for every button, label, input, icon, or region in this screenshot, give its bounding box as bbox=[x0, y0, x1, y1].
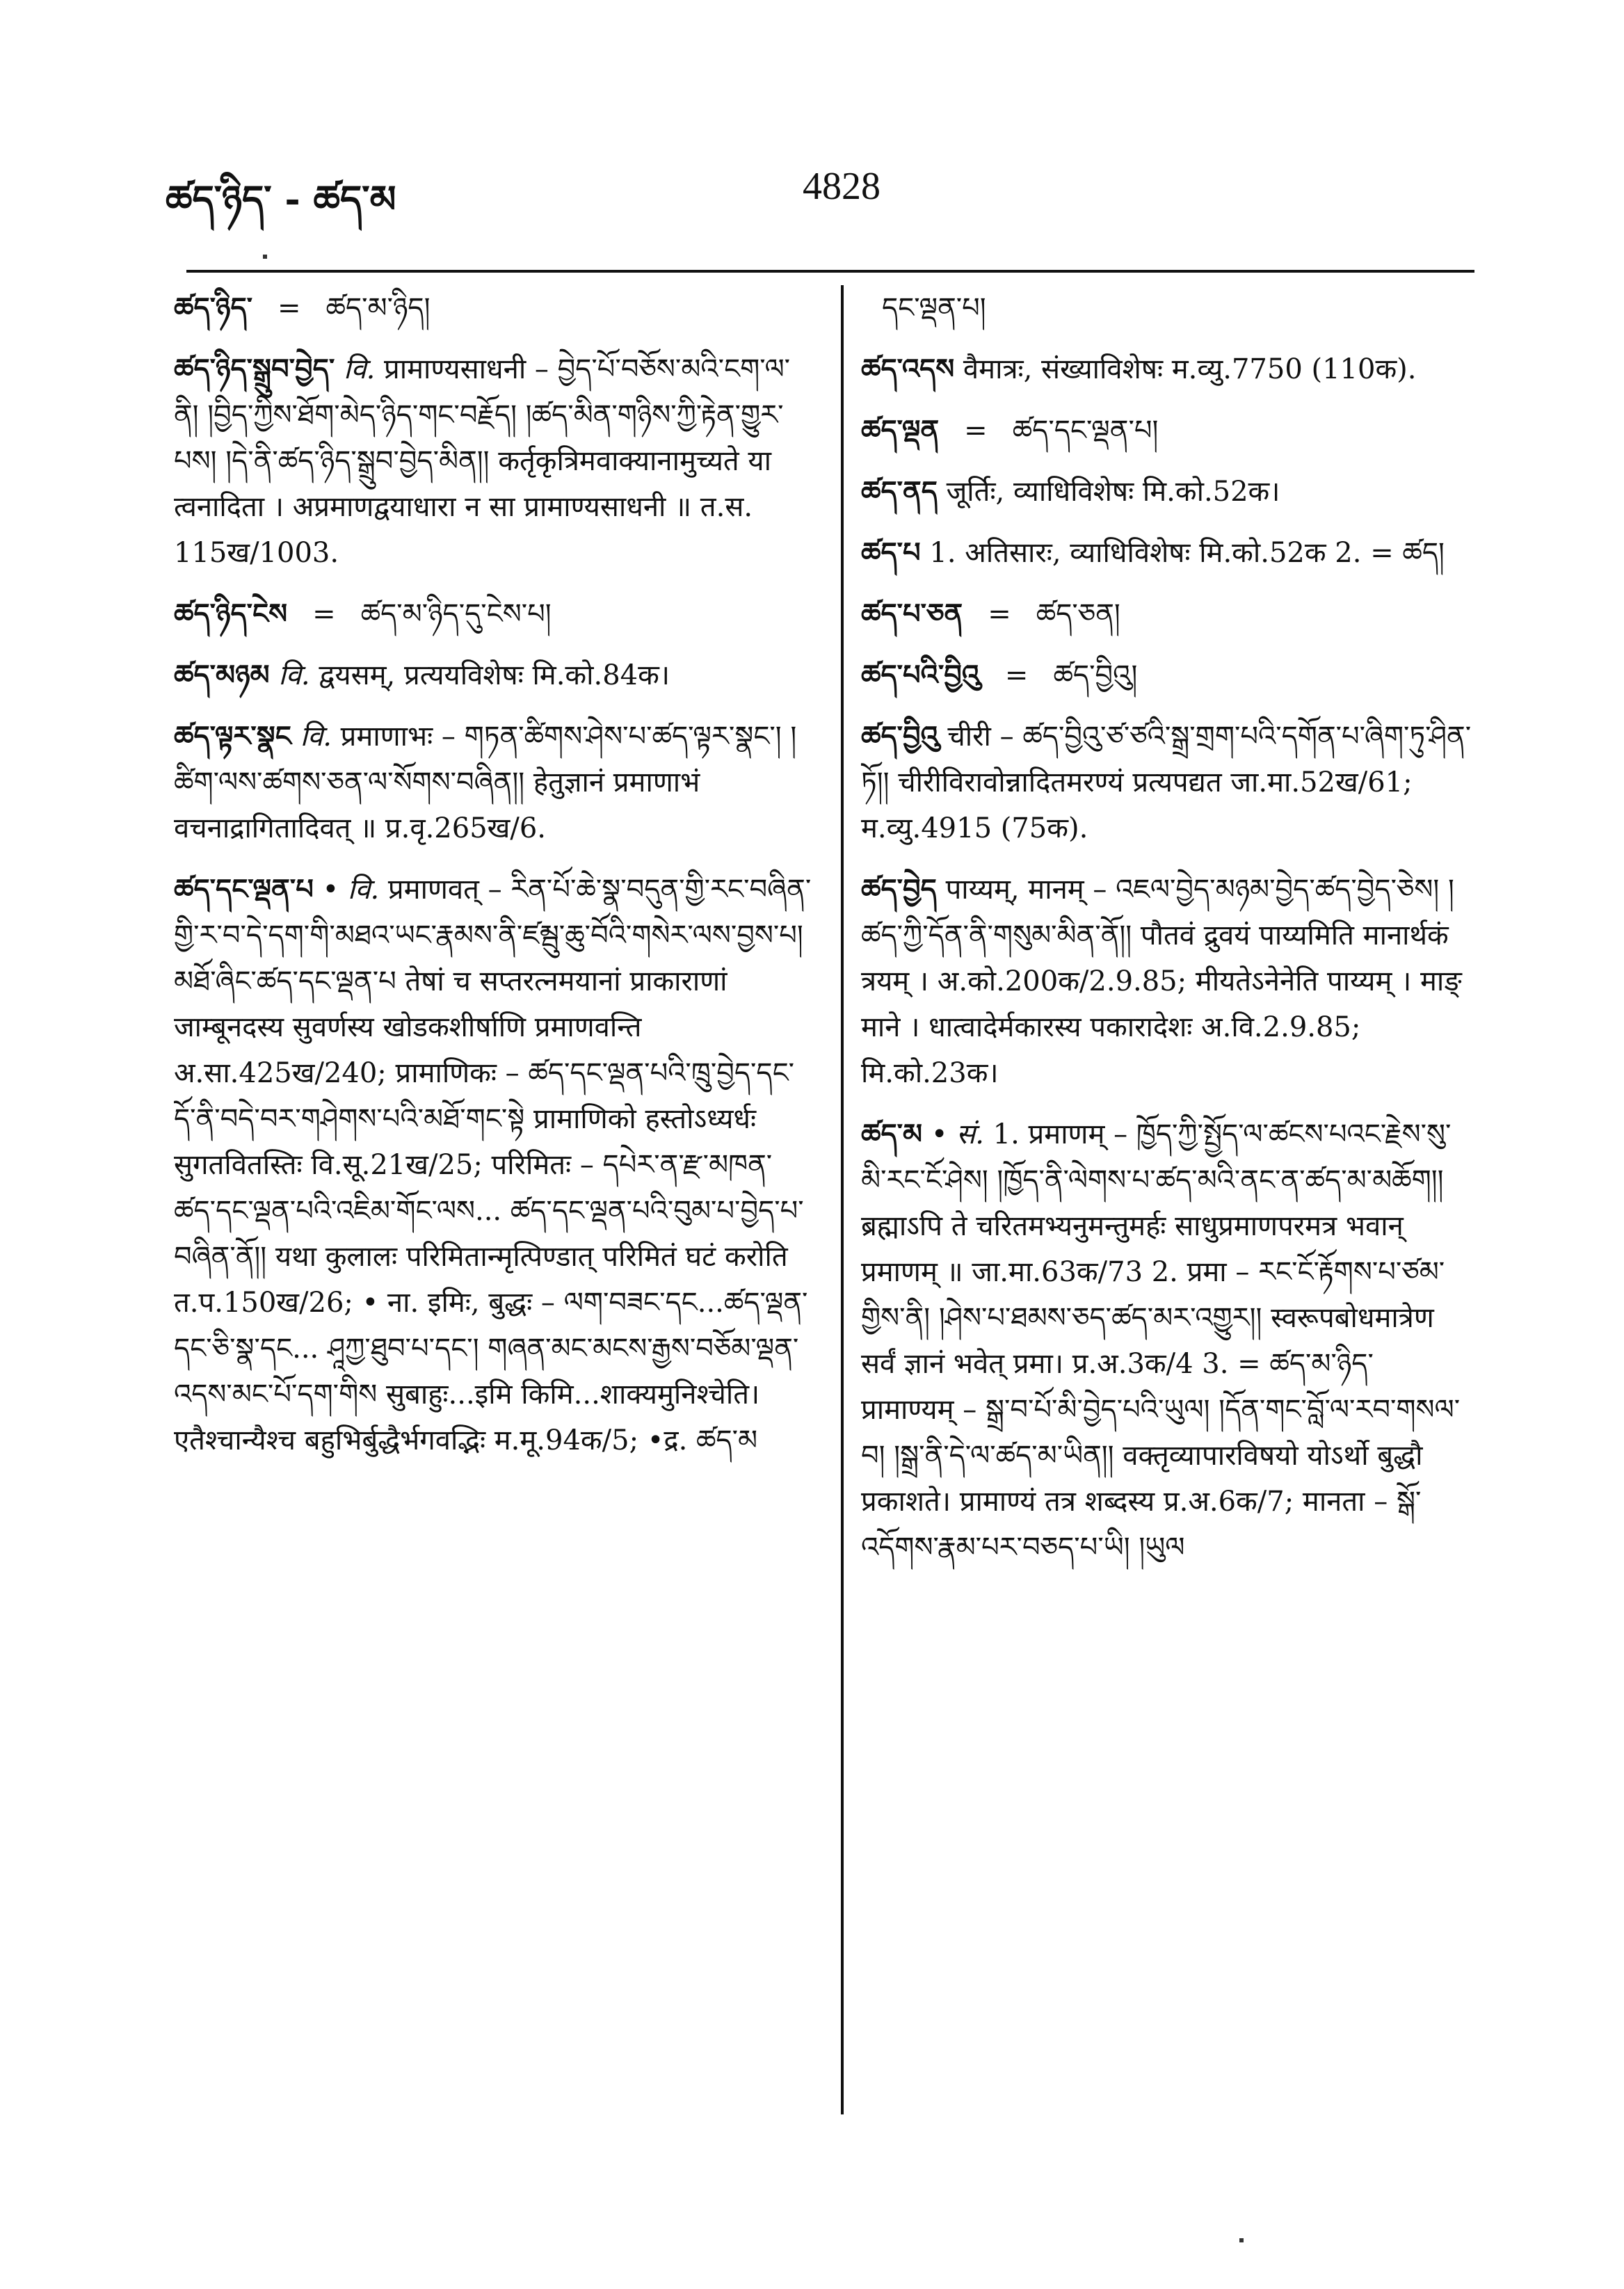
headword: ཚད་དང་ལྡན་པ bbox=[174, 873, 314, 906]
grammar-label: • वि. bbox=[322, 874, 380, 906]
grammar-label: वि. bbox=[278, 659, 310, 691]
scan-speck bbox=[1239, 2238, 1244, 2242]
headword: ཚད་པ་ཅན bbox=[861, 597, 963, 630]
dictionary-entry bbox=[861, 1111, 1473, 1571]
entry-definition: ཚད་མ་ཉིད་དུ་ངེས་པ། bbox=[360, 598, 552, 630]
dictionary-entry bbox=[174, 346, 814, 576]
dictionary-entry bbox=[861, 530, 1473, 576]
continuation-text: དང་ལྡན་པ། bbox=[882, 292, 986, 324]
headword: ཚད་ནད bbox=[861, 475, 938, 508]
header-rule bbox=[186, 270, 1474, 273]
running-head: ཚད་ཉིད་ - ཚད་མ bbox=[166, 177, 396, 221]
headword: ཚད་འདས bbox=[861, 353, 955, 385]
entry-definition: वैमात्रः, संख्याविशेषः म.व्यु.7750 (110क). bbox=[963, 353, 1417, 385]
dictionary-entry bbox=[174, 591, 814, 637]
dictionary-entry bbox=[174, 867, 814, 1463]
headword: ཚད་བྱིའུ bbox=[861, 720, 939, 753]
dictionary-entry bbox=[174, 714, 814, 851]
headword: ཚད་པ bbox=[861, 536, 921, 569]
entry-definition: प्रमाणाभः – གཏན་ཚིགས་ཤེས་པ་ཚད་ལྟར་སྣང་། །ཚིག་ལས་ཚགས་ཅན་ལ་སོགས་བཞིན།། हेतुज्ञानं प्रमाणाभं वचनाद्रागितादिवत् ॥ प्र.वृ.265ख/6. bbox=[174, 721, 797, 844]
headword: ཚད་ལྟར་སྣང bbox=[174, 720, 291, 753]
headword: ཚད་བྱེད bbox=[861, 873, 937, 906]
headword: ཚད་མཉམ bbox=[174, 659, 270, 691]
entry-definition: ཚད་ཅན། bbox=[1036, 598, 1120, 630]
headword: ཚད་མ bbox=[861, 1118, 923, 1150]
entry-definition: 1. अतिसारः, व्याधिविशेषः मि.को.52क 2. = ཚད། bbox=[929, 537, 1445, 569]
equals-sign: = bbox=[964, 415, 988, 447]
entry-definition: 1. प्रमाणम् – ཁྱོད་ཀྱི་སྤྱོད་ལ་ཚངས་པའང་རྗེས་སུ་མི་རང་ངོ་ཤེས། །ཁྱོད་ནི་ལེགས་པ་ཚད་མའི་ནང་ན་ཚད་མ་མཆོག།། ब्रह्माऽपि ते चरितमभ्यनुमन्तुमर्हः साधुप्रमाणपरमत्र भवान् प्रमाणम् ॥ जा.मा.63क/73 2. प्रमा – རང་ངོ་རྟོགས་པ་ཙམ་གྱིས་ནི། །ཤེས་པ་ཐམས་ཅད་ཚད་མར་འགྱུར།། स्वरूपबोधमात्रेण सर्वं ज्ञानं भवेत् प्रमा। प्र.अ.3क/4 3. = ཚད་མ་ཉིད་ प्रामाण्यम् – སྒྲ་བ་པོ་མི་བྱེད་པའི་ཡུལ། །དོན་གང་བློ་ལ་རབ་གསལ་བ། །སྒྲ་ནི་དེ་ལ་ཚད་མ་ཡིན།། वक्तृव्यापारविषयो योऽर्थो बुद्धौ प्रकाशते। प्रामाण्यं तत्र शब्दस्य प्र.अ.6क/7; मानता – སྒོ་འདོགས་རྣམ་པར་བཅད་པ་ཡི། །ཡུལ bbox=[861, 1118, 1461, 1564]
entry-definition: चीरी – ཚད་བྱིའུ་ཙ་ཙའི་སྒྲ་གྲག་པའི་དགོན་པ་ཞིག་ཏུ་ཤིན་ཏོ།། चीरीविरावोन्नादितमरण्यं प्रत्यपद्यत जा.मा.52ख/61; म.व्यु.4915 (75क). bbox=[861, 721, 1472, 844]
entry-definition: द्वयसम्, प्रत्ययविशेषः मि.को.84क। bbox=[319, 659, 670, 691]
headword: ཚད་ཉིད་ bbox=[174, 291, 252, 324]
headword: ཚད་ཉིད་ངེས bbox=[174, 597, 288, 630]
headword: ཚད་པའི་བྱིའུ bbox=[861, 659, 980, 691]
dictionary-entry bbox=[861, 346, 1473, 392]
equals-sign: = bbox=[278, 292, 301, 324]
dictionary-entry bbox=[861, 867, 1473, 1096]
grammar-label: • सं. bbox=[931, 1118, 984, 1150]
scan-speck bbox=[263, 255, 267, 259]
entry-definition: प्रामाण्यसाधनी – བྱེད་པོ་བཅོས་མའི་ངག་ལ་ནི། །བྱིད་ཀྱིས་ཐོག་མེད་ཉིད་གང་བརྗོད། །ཚད་མིན་གཉིས་ཀྱི་རྟེན་གྱུར་པས། །དེ་ནི་ཚད་ཉིད་སྒྲུབ་བྱེད་མིན།། कर्तृकृत्रिमवाक्यानामुच्यते या त्वनादिता । अप्रमाणद्वयाधारा न सा प्रामाण्यसाधनी ॥ त.स. 115ख/1003. bbox=[174, 353, 791, 569]
dictionary-entry bbox=[861, 714, 1473, 851]
entry-definition: ཚད་དང་ལྡན་པ། bbox=[1012, 415, 1159, 447]
right-column bbox=[861, 285, 1473, 2135]
dictionary-entry bbox=[174, 285, 814, 331]
column-divider bbox=[841, 285, 844, 2114]
entry-definition: प्रमाणवत् – རིན་པོ་ཆེ་སྣ་བདུན་གྱི་རང་བཞིན་གྱི་ར་བ་དེ་དག་གི་མཐའ་ཡང་རྣམས་ནི་ཛམྦུ་ཆུ་བོའི་གསེར་ལས་བྱས་པ། མཐོ་ཞིང་ཚད་དང་ལྡན་པ तेषां च सप्तरत्नमयानां प्राकाराणां जाम्बूनदस्य सुवर्णस्य खोडकशीर्षाणि प्रमाणवन्ति अ.सा.425ख/240; प्रामाणिकः – ཚད་དང་ལྡན་པའི་ཁྲུ་བྱེད་དང་དོ་ནི་བདེ་བར་གཤེགས་པའི་མཐོ་གང་སྟེ प्रामाणिको हस्तोऽध्यर्धः सुगतवितस्तिः वि.सू.21ख/25; परिमितः – དཔེར་ན་རྫ་མཁན་ཚད་དང་ལྡན་པའི་འཇིམ་གོང་ལས... ཚད་དང་ལྡན་པའི་བུམ་པ་བྱེད་པ་བཞིན་ནོ།། यथा कुलालः परिमितान्मृत्पिण्डात् परिमितं घटं करोति त.प.150ख/26; • ना. इमिः, बुद्धः – ལག་བཟང་དང...ཚད་ལྡན་དང་ཅི་སྣ་དང... ཤཱཀྱ་ཐུབ་པ་དང་། གཞན་མང་མངས་རྒྱས་བཅོམ་ལྡན་འདས་མང་པོ་དག་གིས सुबाहुः...इमि किमि...शाक्यमुनिश्चेति। एतैश्चान्यैश्च बहुभिर्बुद्धैर्भगवद्भिः म.मू.94क/5; •द्र. ཚད་མ bbox=[174, 874, 812, 1456]
headword: ཚད་ཉིད་སྒྲུབ་བྱེད་ bbox=[174, 353, 335, 385]
dictionary-entry bbox=[861, 652, 1473, 698]
dictionary-entry bbox=[861, 408, 1473, 453]
headword: ཚད་ལྡན bbox=[861, 414, 940, 447]
equals-sign: = bbox=[1004, 659, 1029, 691]
entry-definition: पाय्यम्, मानम् – འཇལ་བྱེད་མཉམ་བྱེད་ཚད་བྱེད་ཅེས། །ཚད་ཀྱི་དོན་ནི་གསུམ་མིན་ནོ།། पौतवं द्रुवयं पाय्यमिति मानार्थकं त्रयम् । अ.को.200क/2.9.85; मीयतेऽनेनेति पाय्यम् । माङ् माने । धात्वादेर्मकारस्य पकारादेशः अ.वि.2.9.85; मि.को.23क। bbox=[861, 874, 1462, 1089]
page-number: 4828 bbox=[803, 165, 881, 208]
entry-definition: ཚད་མ་ཉིད། bbox=[325, 292, 431, 324]
dictionary-entry bbox=[861, 469, 1473, 515]
entry-definition: ཚད་བྱིའུ། bbox=[1053, 659, 1138, 691]
grammar-label: वि. bbox=[343, 353, 376, 385]
grammar-label: वि. bbox=[300, 721, 332, 753]
equals-sign: = bbox=[312, 598, 336, 630]
entry-definition: जूर्तिः, व्याधिविशेषः मि.को.52क। bbox=[946, 476, 1280, 508]
dictionary-entry bbox=[174, 652, 814, 698]
dictionary-entry bbox=[861, 591, 1473, 637]
equals-sign: = bbox=[988, 598, 1011, 630]
left-column bbox=[174, 285, 814, 2135]
